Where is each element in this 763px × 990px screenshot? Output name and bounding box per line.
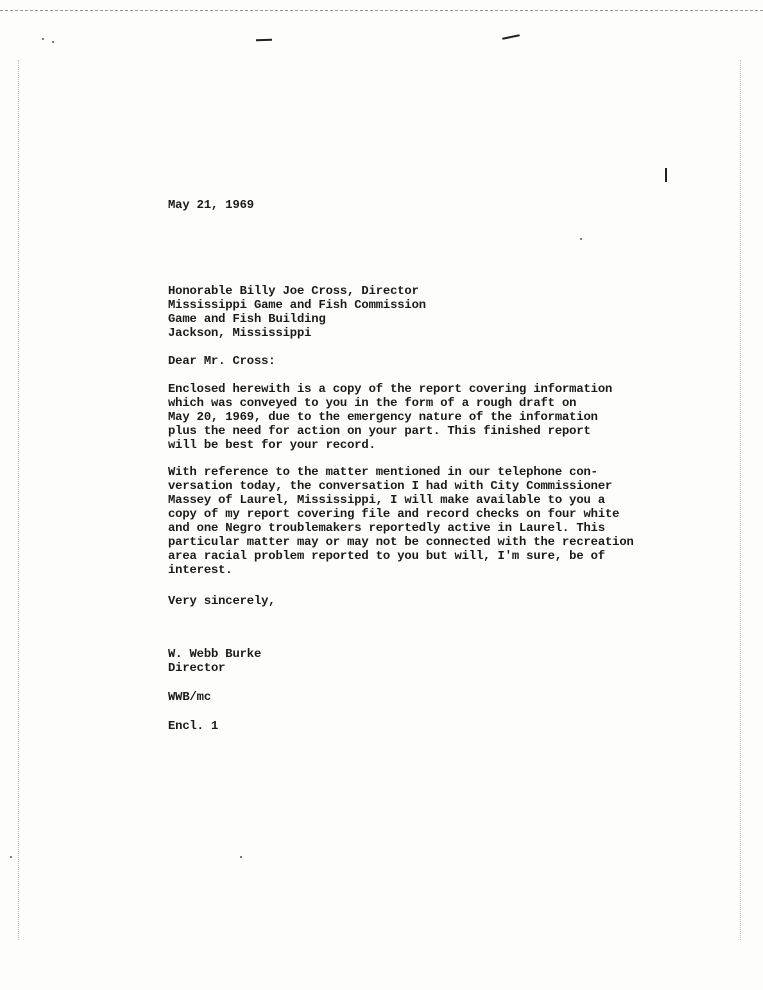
signer-name: W. Webb Burke — [168, 647, 262, 661]
paragraph-2-line: and one Negro troublemakers reportedly active in Laurel. This — [168, 521, 605, 535]
paragraph-1-line: which was conveyed to you in the form of a rough draft on — [168, 396, 577, 410]
address-line: Mississippi Game and Fish Commission — [168, 298, 426, 312]
scan-right-edge — [740, 60, 742, 940]
paragraph-1-line: plus the need for action on your part. This finished report — [168, 424, 591, 438]
scan-top-border — [0, 0, 763, 11]
paragraph-1-line: May 20, 1969, due to the emergency nature of the information — [168, 410, 598, 424]
scan-speck — [10, 856, 12, 858]
paragraph-2-line: particular matter may or may not be connected with the recreation — [168, 535, 634, 549]
paragraph-1-line: Enclosed herewith is a copy of the report covering information — [168, 382, 613, 396]
address-line: Honorable Billy Joe Cross, Director — [168, 284, 419, 298]
letter-date: May 21, 1969 — [168, 198, 254, 212]
scan-speck — [52, 41, 54, 43]
paragraph-2-line: With reference to the matter mentioned in our telephone con- — [168, 465, 598, 479]
scan-artifact-mark — [665, 168, 667, 182]
address-line: Jackson, Mississippi — [168, 326, 312, 340]
scan-artifact-mark — [502, 34, 520, 40]
closing: Very sincerely, — [168, 594, 276, 608]
address-line: Game and Fish Building — [168, 312, 326, 326]
paragraph-2-line: area racial problem reported to you but will, I'm sure, be of — [168, 549, 605, 563]
scan-artifact-mark — [256, 39, 272, 42]
scan-speck — [580, 238, 582, 240]
paragraph-1-line: will be best for your record. — [168, 438, 376, 452]
enclosure-note: Encl. 1 — [168, 719, 219, 733]
paragraph-2-line: interest. — [168, 563, 233, 577]
paragraph-2-line: copy of my report covering file and record checks on four white — [168, 507, 620, 521]
paragraph-2-line: Massey of Laurel, Mississippi, I will make available to you a — [168, 493, 605, 507]
scan-speck — [240, 856, 242, 858]
scan-speck — [42, 38, 44, 40]
scan-left-edge — [18, 60, 20, 940]
paragraph-2-line: versation today, the conversation I had with City Commissioner — [168, 479, 613, 493]
salutation: Dear Mr. Cross: — [168, 354, 276, 368]
signer-title: Director — [168, 661, 226, 675]
typist-initials: WWB/mc — [168, 690, 211, 704]
